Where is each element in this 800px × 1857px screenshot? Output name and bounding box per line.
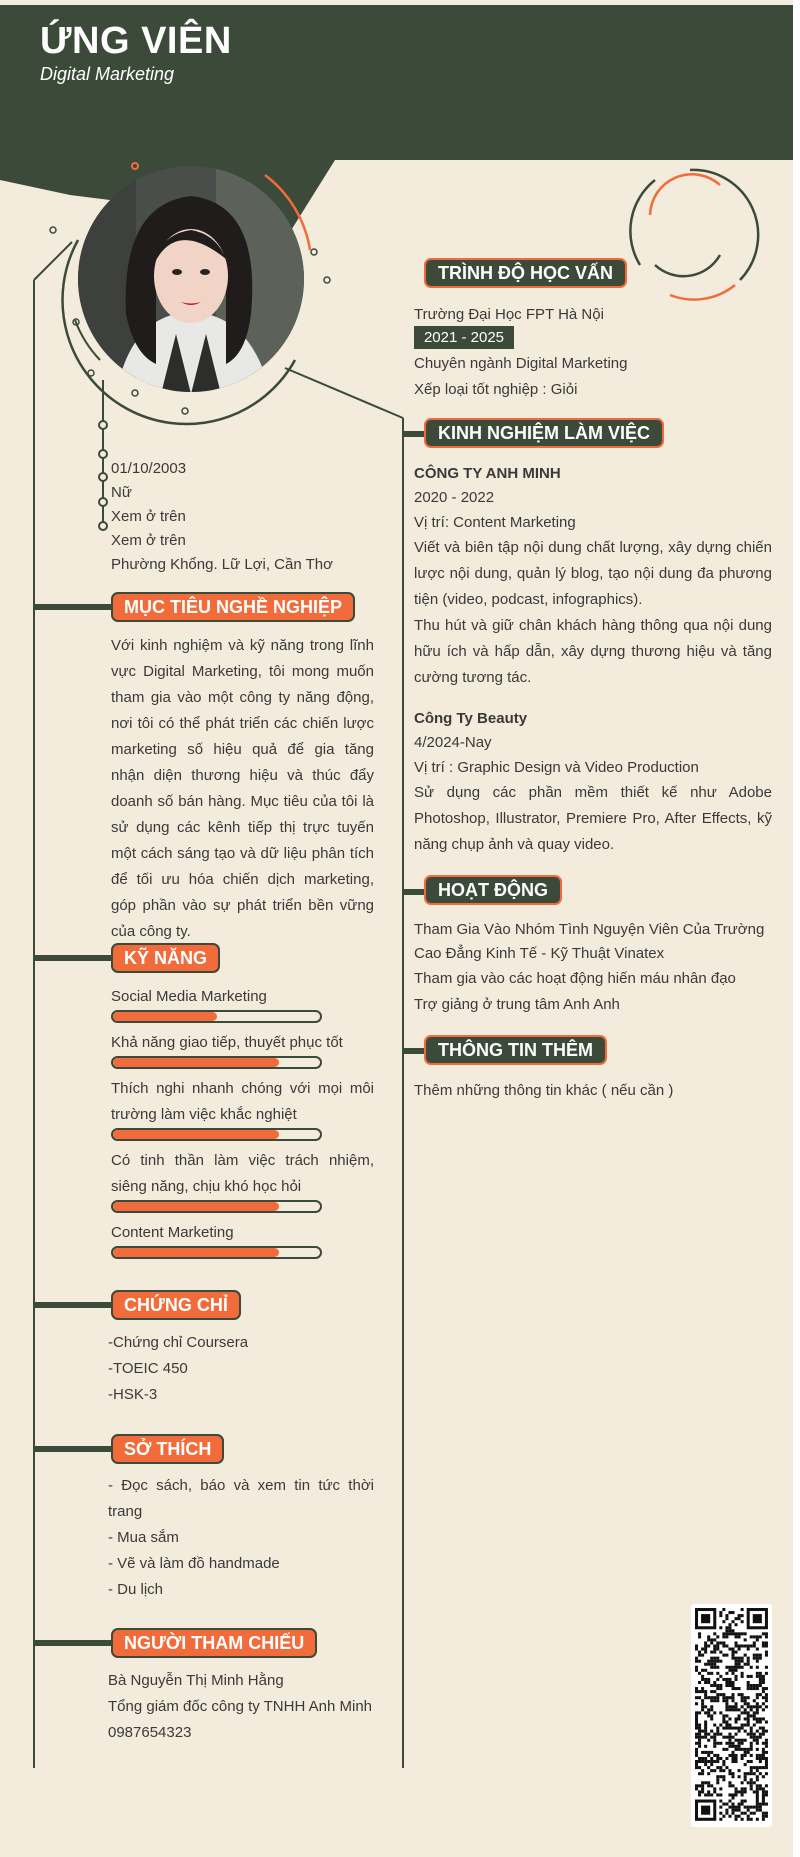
job-description: Sử dụng các phần mềm thiết kế như Adobe Photoshop, Illustrator, Premiere Pro, After Effects, kỹ năng chụp ảnh và quay video. xyxy=(414,784,772,853)
skill-bar xyxy=(111,1010,322,1023)
gender-text: Nữ xyxy=(111,484,132,501)
activity-item: Tham gia vào các hoạt động hiến máu nhân đạo xyxy=(414,970,736,987)
job-description: Thu hút và giữ chân khách hàng thông qua nội dung hữu ích và hấp dẫn, xây dựng thương hiệu và tăng cường tương tác. xyxy=(414,617,772,686)
extra-text: Thêm những thông tin khác ( nếu cần ) xyxy=(414,1082,674,1099)
activity-text: Tham Gia Vào Nhóm Tình Nguyện Viên Của Trường Cao Đẳng Kinh Tế - Kỹ Thuật Vinatex xyxy=(414,921,765,962)
dob-text: 01/10/2003 xyxy=(111,460,187,477)
skill-bar xyxy=(111,1200,322,1213)
job-period: 2020 - 2022 xyxy=(414,489,495,506)
job-position: Vị trí: Content Marketing xyxy=(414,514,576,531)
certificates-connector xyxy=(34,1302,114,1308)
skill-fill xyxy=(113,1058,279,1067)
phone-text: Xem ở trên xyxy=(111,508,186,525)
job-company: CÔNG TY ANH MINH xyxy=(414,465,561,482)
skill-bar xyxy=(111,1246,322,1259)
objective-text: Với kinh nghiệm và kỹ năng trong lĩnh vực Digital Marketing, tôi mong muốn tham gia vào một công ty năng động, nơi tôi có thể phát triển các chiến lược marketing số hiệu quả để gia tăng nhận diện thương hiệu và thúc đẩy doanh số bán hàng. Mục tiêu của tôi là sử dụng các kênh tiếp thị trực tuyến một cách sáng tạo và dữ liệu phân tích để tối ưu hóa chiến dịch marketing, góp phần vào sự phát triển bền vững của công ty. xyxy=(111,637,374,940)
skill-label: Khả năng giao tiếp, thuyết phục tốt xyxy=(111,1034,343,1051)
avatar xyxy=(76,164,306,394)
education-school: Trường Đại Học FPT Hà Nội xyxy=(414,306,604,323)
job-description: Viết và biên tập nội dung chất lượng, xây dựng chiến lược nội dung, quản lý blog, tạo nội dung đa phương tiện (video, podcast, infographics). xyxy=(414,539,772,608)
objective-connector xyxy=(34,604,114,610)
objective-title: MỤC TIÊU NGHỀ NGHIỆP xyxy=(111,592,355,622)
qr-code-icon xyxy=(691,1604,772,1827)
email-text: Xem ở trên xyxy=(111,532,186,549)
reference-phone: 0987654323 xyxy=(108,1724,192,1741)
qr-pattern xyxy=(695,1608,768,1823)
certificate-item: -TOEIC 450 xyxy=(108,1360,188,1377)
skill-label: Có tinh thần làm việc trách nhiệm, siêng năng, chịu khó học hỏi xyxy=(111,1152,374,1195)
job-period: 4/2024-Nay xyxy=(414,734,492,751)
decor-circles-icon xyxy=(615,160,765,310)
certificate-item: -HSK-3 xyxy=(108,1386,158,1403)
skill-label: Content Marketing xyxy=(111,1224,234,1241)
activities-title: HOẠT ĐỘNG xyxy=(424,875,562,905)
reference-position: Tổng giám đốc công ty TNHH Anh Minh xyxy=(108,1698,373,1715)
hobby-item: - Du lịch xyxy=(108,1581,164,1598)
certificates-title: CHỨNG CHỈ xyxy=(111,1290,241,1320)
job-company: Công Ty Beauty xyxy=(414,710,528,727)
hobby-item: - Vẽ và làm đồ handmade xyxy=(108,1555,280,1572)
skills-connector xyxy=(34,955,114,961)
references-title: NGƯỜI THAM CHIẾU xyxy=(111,1628,317,1658)
skill-fill xyxy=(113,1248,279,1257)
hobby-text: - Đọc sách, báo và xem tin tức thời trang xyxy=(108,1477,374,1520)
reference-name: Bà Nguyễn Thị Minh Hằng xyxy=(108,1672,284,1689)
skill-fill xyxy=(113,1012,217,1021)
references-connector xyxy=(34,1640,114,1646)
skill-bar xyxy=(111,1056,322,1069)
certificate-item: -Chứng chỉ Coursera xyxy=(108,1334,249,1351)
candidate-role: Digital Marketing xyxy=(40,64,175,84)
education-major: Chuyên ngành Digital Marketing xyxy=(414,355,628,372)
skill-label: Thích nghi nhanh chóng với mọi môi trường làm việc khắc nghiệt xyxy=(111,1080,374,1123)
skill-bar xyxy=(111,1128,322,1141)
hobbies-title: SỞ THÍCH xyxy=(111,1434,224,1464)
skill-label: Social Media Marketing xyxy=(111,988,267,1005)
candidate-name: ỨNG VIÊN xyxy=(40,20,232,62)
experience-title: KINH NGHIỆM LÀM VIỆC xyxy=(424,418,664,448)
activity-item: Trợ giảng ở trung tâm Anh Anh xyxy=(414,996,620,1013)
education-grade: Xếp loại tốt nghiệp : Giỏi xyxy=(414,381,578,398)
education-years: 2021 - 2025 xyxy=(414,326,514,349)
hobbies-connector xyxy=(34,1446,114,1452)
job-position: Vị trí : Graphic Design và Video Production xyxy=(414,759,699,776)
skill-fill xyxy=(113,1130,279,1139)
education-title: TRÌNH ĐỘ HỌC VẤN xyxy=(424,258,627,288)
skill-fill xyxy=(113,1202,279,1211)
extra-title: THÔNG TIN THÊM xyxy=(424,1035,607,1065)
address-text: Phường Khổng. Lữ Lợi, Cần Thơ xyxy=(111,556,333,573)
skills-title: KỸ NĂNG xyxy=(111,943,220,973)
hobby-item: - Mua sắm xyxy=(108,1529,179,1546)
